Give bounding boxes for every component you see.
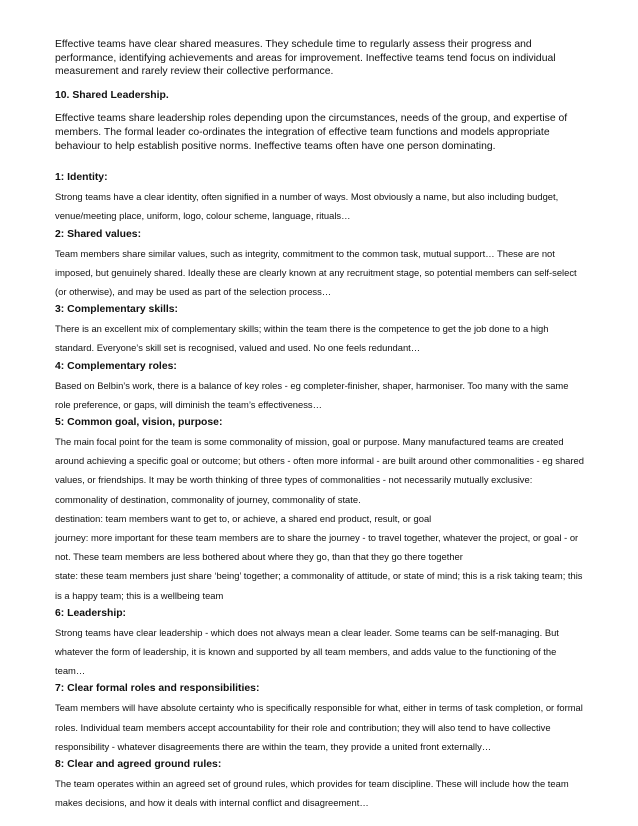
characteristic-body: Team members will have absolute certainty who is specifically responsible for what, either in terms of task completion, or formal roles. Individual team members accept accountability for their role and contribution; they will also tend to have collective responsibility - whatever disagreements there are within the team, they provide a united front externally… — [55, 702, 583, 752]
document-page — [55, 38, 585, 812]
characteristic-body: Strong teams have clear leadership - which does not always mean a clear leader. Some teams can be self-managing. But whatever the form of leadership, it is known and supported by all team members, and adds value to the functioning of the team… — [55, 626, 559, 677]
characteristic-1 — [55, 169, 585, 225]
characteristic-body: The main focal point for the team is some commonality of mission, goal or purpose. Many manufactured teams are created around achieving a specific goal or outcome; but others - often more informal - are built around other commonalities - eg shared values, or friendships. It may be worth thinking of three types of commonalities - not necessarily mutually exclusive: commonality of destination, commonality of journey, commonality of state. — [55, 435, 584, 505]
characteristic-body: Based on Belbin’s work, there is a balance of key roles - eg completer-finisher, shaper, harmoniser. Too many with the same role preference, or gaps, will diminish the team’s effectiveness… — [55, 379, 569, 410]
characteristic-3 — [55, 301, 585, 357]
characteristic-2 — [55, 226, 585, 302]
characteristic-heading: 7: Clear formal roles and responsibilities: — [55, 683, 260, 695]
characteristic-heading: 2: Shared values: — [55, 228, 142, 240]
characteristic-heading: 6: Leadership: — [55, 607, 127, 619]
section-title: 10. Shared Leadership. — [55, 89, 169, 101]
section-paragraph: Effective teams share leadership roles depending upon the circumstances, needs of the group, and expertise of members. The formal leader co-ordinates the integration of effective team functions and models appropriate behaviour to help establish positive norms. Ineffective teams often have one person dominating. — [55, 113, 568, 152]
characteristic-heading: 5: Common goal, vision, purpose: — [55, 416, 223, 428]
characteristic-heading: 8: Clear and agreed ground rules: — [55, 759, 222, 771]
characteristic-8 — [55, 756, 585, 812]
characteristic-body: There is an excellent mix of complementary skills; within the team there is the competence to get the job done to a high standard. Everyone’s skill set is recognised, valued and used. No one feels redundant… — [55, 323, 549, 354]
characteristic-body-line: destination: team members want to get to, or achieve, a shared end product, result, or goal — [55, 512, 432, 524]
characteristic-5 — [55, 414, 585, 605]
characteristic-body-line: state: these team members just share ‘being’ together; a commonality of attitude, or state of mind; this is a risk taking team; this is a happy team; this is a wellbeing team — [55, 570, 583, 601]
characteristic-body: Strong teams have a clear identity, often signified in a number of ways. Most obviously a name, but also including budget, venue/meeting place, uniform, logo, colour scheme, language, rituals… — [55, 191, 559, 222]
characteristic-heading: 3: Complementary skills: — [55, 304, 178, 316]
characteristic-6 — [55, 605, 585, 681]
characteristic-4 — [55, 358, 585, 414]
characteristic-body-line: journey: more important for these team members are to share the journey - to travel together, whatever the project, or goal - or not. These team members are less bothered about where they go, than that they go there together — [55, 532, 579, 563]
characteristic-7 — [55, 680, 585, 756]
characteristic-heading: 1: Identity: — [55, 172, 108, 184]
characteristic-body: The team operates within an agreed set of ground rules, which provides for team discipline. These will include how the team makes decisions, and how it deals with internal conflict and disagreement… — [55, 778, 569, 809]
characteristic-body: Team members share similar values, such as integrity, commitment to the common task, mutual support… These are not imposed, but genuinely shared. Ideally these are clearly known at any recruitment stage, so potential members can self-select (or otherwise), and may be used as part of the selection process… — [55, 247, 577, 297]
characteristic-heading: 4: Complementary roles: — [55, 360, 177, 372]
intro-paragraph: Effective teams have clear shared measures. They schedule time to regularly assess their progress and performance, identifying achievements and areas for improvement. Ineffective teams tend focus on individual measurement and rarely review their collective performance. — [55, 39, 556, 78]
